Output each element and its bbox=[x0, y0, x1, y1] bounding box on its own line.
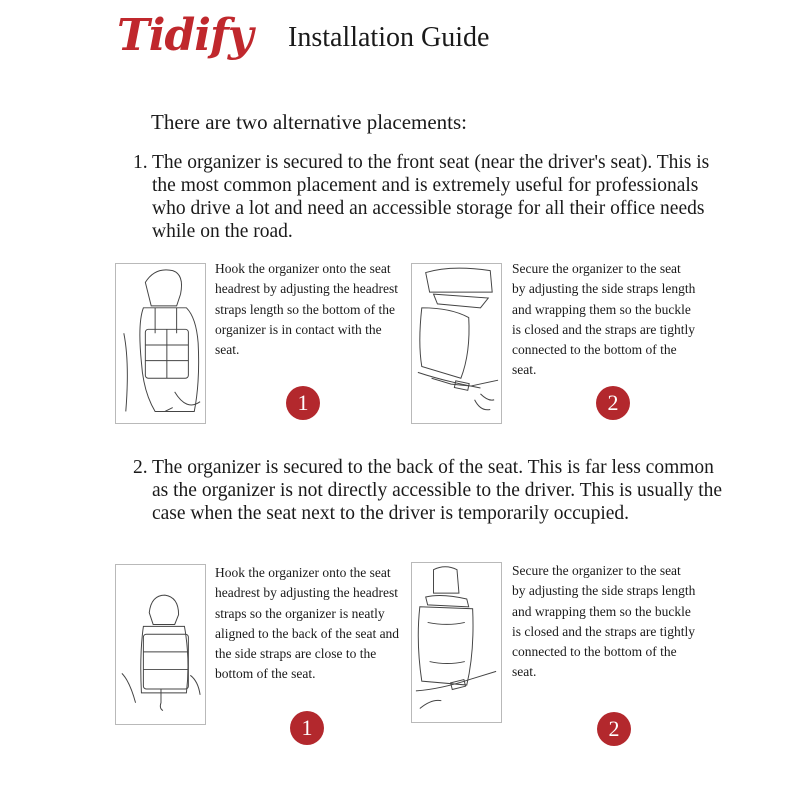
page-title: Installation Guide bbox=[288, 22, 490, 53]
section-2-step-2-text: Secure the organizer to the seat by adjusting the side straps length and wrapping them so the buckle is closed and the straps are tightly connected to the bottom of the seat. bbox=[512, 563, 696, 680]
section-2-description bbox=[133, 456, 723, 525]
step-badge-1: 1 bbox=[286, 386, 320, 420]
intro-text: There are two alternative placements: bbox=[151, 110, 468, 134]
front-seat-hook-illustration bbox=[115, 263, 206, 424]
section-2-text: The organizer is secured to the back of the seat. This is far less common as the organizer is not directly accessible to the driver. This is usually the case when the seat next to the driver is temporarily occupied. bbox=[152, 457, 723, 524]
section-1-step-2-text: Secure the organizer to the seat by adjusting the side straps length and wrapping them so the buckle is closed and the straps are tightly connected to the bottom of the seat. bbox=[512, 261, 696, 378]
section-2-step-1-text: Hook the organizer onto the seat headrest by adjusting the headrest straps so the organizer is neatly aligned to the back of the seat and the side straps are close to the bottom of the seat. bbox=[215, 565, 400, 682]
section-1-step-1-text: Hook the organizer onto the seat headrest by adjusting the headrest straps length so the bottom of the organizer is in contact with the seat. bbox=[215, 261, 398, 358]
step-badge-2: 2 bbox=[597, 712, 631, 746]
back-seat-hook-illustration bbox=[115, 564, 206, 725]
step-badge-1: 1 bbox=[290, 711, 324, 745]
section-1-description bbox=[133, 151, 723, 243]
front-seat-strap-illustration bbox=[411, 263, 502, 424]
section-1-number: 1. bbox=[133, 152, 148, 173]
section-1-text: The organizer is secured to the front seat (near the driver's seat). This is the most common placement and is extremely useful for professionals who drive a lot and need an accessible storage for all their office needs while on the road. bbox=[152, 152, 710, 242]
step-badge-2: 2 bbox=[596, 386, 630, 420]
brand-logo: Tidify bbox=[117, 10, 253, 61]
section-2-number: 2. bbox=[133, 457, 148, 478]
back-seat-strap-illustration bbox=[411, 562, 502, 723]
